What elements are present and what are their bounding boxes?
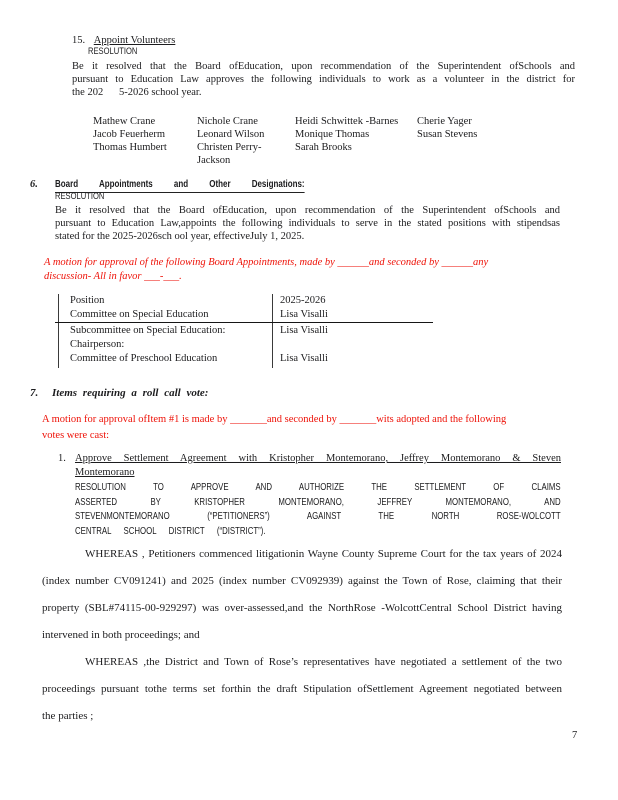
- table-horizontal-rule: [55, 322, 433, 323]
- section-15-number: 15.: [72, 35, 86, 46]
- table-cell-value: Lisa Visalli: [280, 325, 328, 336]
- item-1-resolution-text: RESOLUTION TO APPROVE AND AUTHORIZE THE SETTLEMENT OF CLAIMS ASSERTED BY KRISTOPHER MONTEMORANO, JEFFREY MONTEMORANO, AND STEVENMONTEMORANO (“PETITIONERS”) AGAINST THE NORTH ROSE-WOLCOTT CENTRAL SCHOOL DISTRICT (“DISTRICT”).: [75, 482, 561, 537]
- section-7-number: 7.: [30, 387, 39, 399]
- table-cell-value: [272, 338, 280, 352]
- table-cell-value: Lisa Visalli: [280, 353, 328, 364]
- table-row: [58, 352, 568, 366]
- volunteer-column-2: Nichole Crane Leonard Wilson Christen Perry- Jackson: [197, 116, 265, 166]
- table-left-border: [58, 294, 59, 368]
- table-cell-value: 2025-2026: [280, 295, 326, 306]
- table-cell-position: Position: [70, 295, 105, 306]
- motion-board-appointments: A motion for approval of the following Board Appointments, made by ______and seconded by ______any discussion- All in favor ___-___.: [44, 257, 489, 282]
- volunteer-column-3: Heidi Schwittek -Barnes Monique Thomas Sarah Brooks: [295, 116, 399, 153]
- section-6-title: Board Appointments and Other Designations:: [55, 179, 305, 193]
- volunteer-column-4: Cherie Yager Susan Stevens: [417, 116, 478, 140]
- resolution-label-text: RESOLUTION: [55, 191, 105, 202]
- section-7-title: Items requiring a roll call vote:: [52, 387, 209, 399]
- motion-item-1: A motion for approval ofItem #1 is made by _______and seconded by _______wits adopted and the following votes were cast:: [42, 414, 507, 441]
- appointments-table: [58, 294, 568, 368]
- item-1-title: Approve Settlement Agreement with Kristopher Montemorano, Jeffrey Montemorano & Steven Montemorano: [75, 453, 561, 478]
- table-cell-position: Subcommittee on Special Education:: [70, 325, 226, 336]
- resolution-label-text: RESOLUTION: [88, 46, 138, 57]
- whereas-paragraph-2: WHEREAS ,the District and Town of Rose’s representatives have negotiated a settlement of the two proceedings pursuant tothe terms set forthin the draft Stipulation ofSettlement Agreement negotiated between the parties ;: [42, 656, 562, 722]
- section-6-resolution-label: [55, 191, 117, 203]
- table-row: [58, 308, 568, 322]
- section-6-number: 6.: [30, 179, 38, 190]
- table-row: [58, 338, 568, 352]
- table-row: [58, 324, 568, 338]
- volunteer-names-grid: [93, 115, 477, 167]
- whereas-paragraph-1: WHEREAS , Petitioners commenced litigationin Wayne County Supreme Court for the tax years of 2024 (index number CV091241) and 2025 (index number CV092939) against the Town of Rose, claiming that their property (SBL#74115-00-929297) was over-assessed,and the NorthRose -WolcottCentral School District having intervened in both proceedings; and: [42, 548, 562, 641]
- section-15-title: Appoint Volunteers: [93, 35, 176, 46]
- table-cell-position: Committee of Preschool Education: [70, 353, 218, 364]
- page-number: 7: [572, 730, 578, 741]
- table-cell-position: Committee on Special Education: [70, 309, 209, 320]
- section-15-resolution-label: [88, 46, 150, 58]
- section-6-body: Be it resolved that the Board ofEducation, upon recommendation of the Superintendent ofSchools and pursuant to Education Law,appoints the following individuals to serve in the stated positions with stipendsas stated for the 2025-2026sch ool year, effectiveJuly 1, 2025.: [55, 205, 560, 242]
- table-row: [58, 294, 568, 308]
- table-column-divider: [272, 294, 273, 368]
- section-15-body: Be it resolved that the Board ofEducation, upon recommendation of the Superintendent ofSchools and pursuant to Education Law approves the following individuals to work as a volunteer in the district for the 202 5-2026 school year.: [72, 61, 575, 98]
- item-1-resolution: [75, 481, 561, 539]
- item-1-number: 1.: [58, 453, 66, 464]
- volunteer-column-1: Mathew Crane Jacob Feuerherm Thomas Humbert: [93, 116, 167, 153]
- table-cell-position: Chairperson:: [70, 339, 125, 350]
- table-cell-value: Lisa Visalli: [280, 309, 328, 320]
